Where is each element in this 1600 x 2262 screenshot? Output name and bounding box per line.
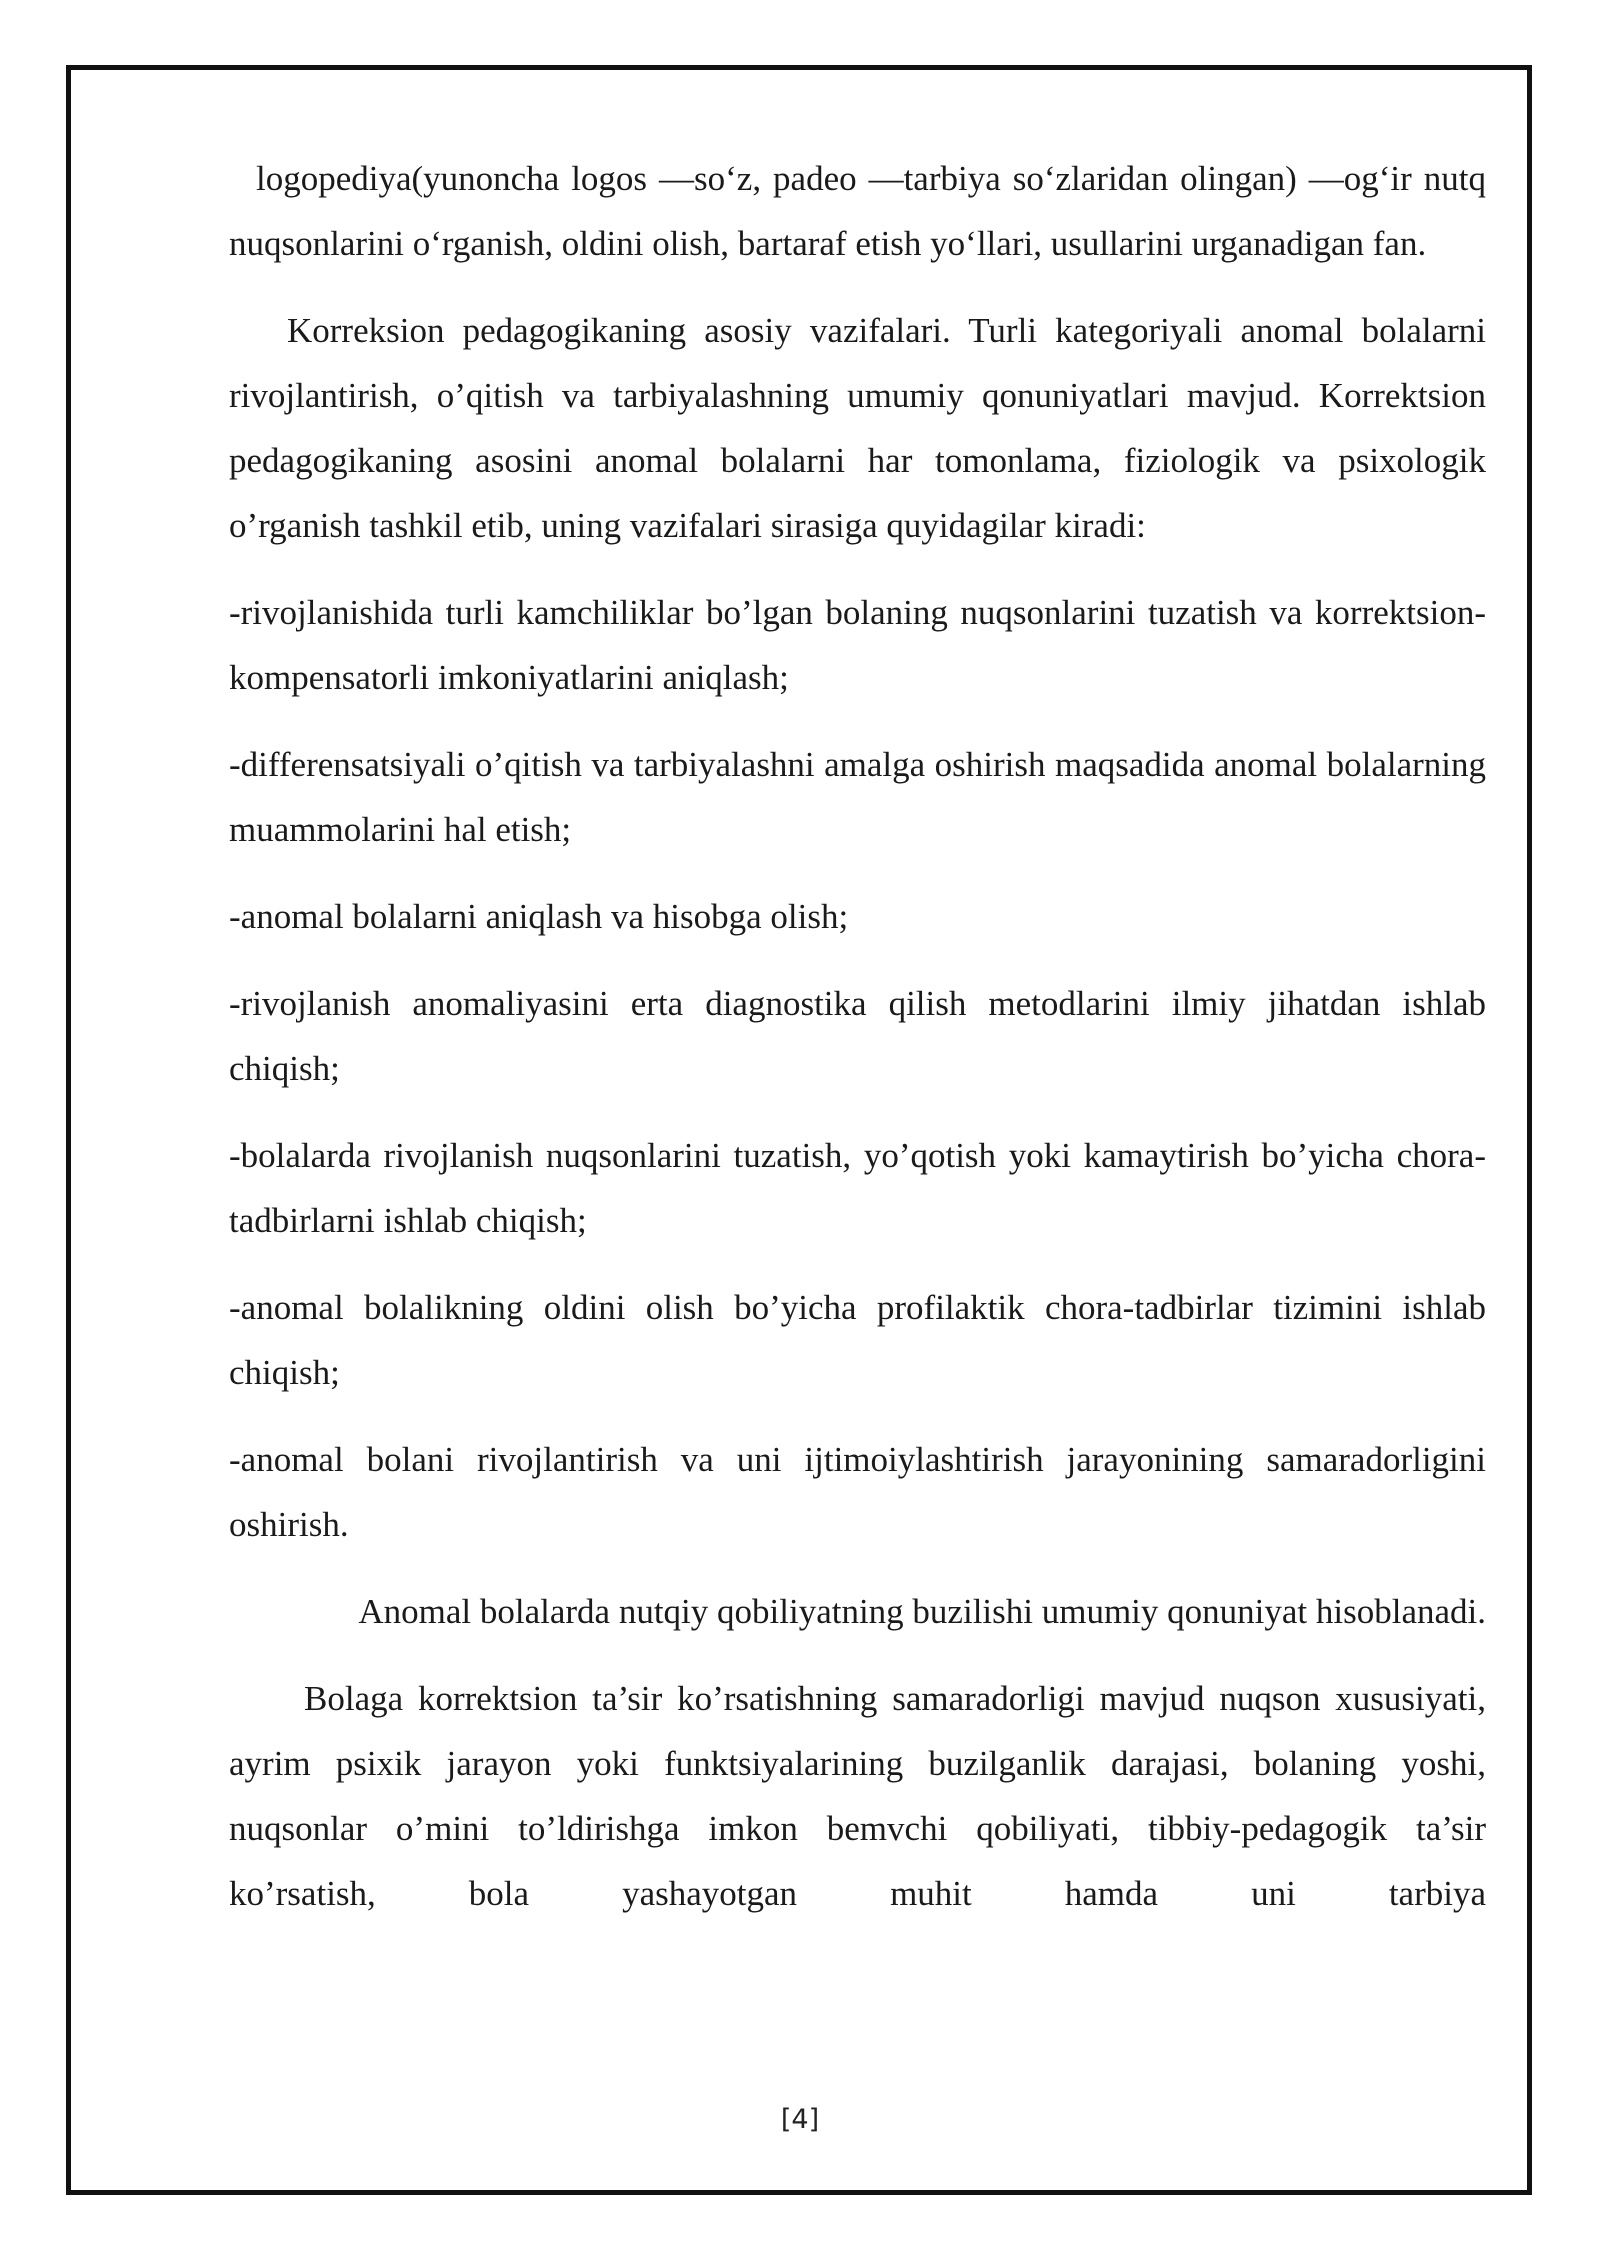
list-item-task-7: -anomal bolani rivojlantirish va uni ijtimoiylashtirish jarayonining samaradorligini oshirish. [229, 1440, 1486, 1544]
page-number: [4] [780, 2104, 820, 2135]
list-item-task-3: -anomal bolalarni aniqlash va hisobga olish; [229, 897, 849, 936]
paragraph-correction-tasks-intro: Korreksion pedagogikaning asosiy vazifalari. Turli kategoriyali anomal bolalarni rivojlantirish, o’qitish va tarbiyalashning umumiy qonuniyatlari mavjud. Korrektsion pedagogikaning asosini anomal bolalarni har tomonlama, fiziologik va psixologik o’rganish tashkil etib, uning vazifalari sirasiga quyidagilar kiradi: [229, 311, 1486, 545]
paragraph-speech-disorder-rule: Anomal bolalarda nutqiy qobiliyatning buzilishi umumiy qonuniyat hisoblanadi. [358, 1592, 1486, 1631]
list-item-task-5: -bolalarda rivojlanish nuqsonlarini tuzatish, yo’qotish yoki kamaytirish bo’yicha chora-tadbirlarni ishlab chiqish; [229, 1136, 1486, 1240]
list-item-task-6: -anomal bolalikning oldini olish bo’yicha profilaktik chora-tadbirlar tizimini ishlab chiqish; [229, 1288, 1486, 1392]
list-item-task-2: -differensatsiyali o’qitish va tarbiyalashni amalga oshirish maqsadida anomal bolalarning muammolarini hal etish; [229, 745, 1486, 849]
paragraph-correction-effectiveness: Bolaga korrektsion ta’sir ko’rsatishning samaradorligi mavjud nuqson xususiyati, ayrim psixik jarayon yoki funktsiyalarining buzilganlik darajasi, bolaning yoshi, nuqsonlar o’mini to’ldirishga imkon bemvchi qobiliyati, tibbiy-pedagogik ta’sir ko’rsatish, bola yashayotgan muhit hamda uni tarbiya [229, 1679, 1486, 1913]
list-item-task-4: -rivojlanish anomaliyasini erta diagnostika qilish metodlarini ilmiy jihatdan ishlab chiqish; [229, 984, 1486, 1088]
document-body [229, 146, 1486, 1948]
paragraph-logopediya-definition: logopediya(yunoncha logos —so‘z, padeo —tarbiya so‘zlaridan olingan) —og‘ir nutq nuqsonlarini o‘rganish, oldini olish, bartaraf etish yo‘llari, usullarini urganadigan fan. [229, 159, 1486, 263]
list-item-task-1: -rivojlanishida turli kamchiliklar bo’lgan bolaning nuqsonlarini tuzatish va korrektsion-kompensatorli imkoniyatlarini aniqlash; [229, 593, 1486, 697]
